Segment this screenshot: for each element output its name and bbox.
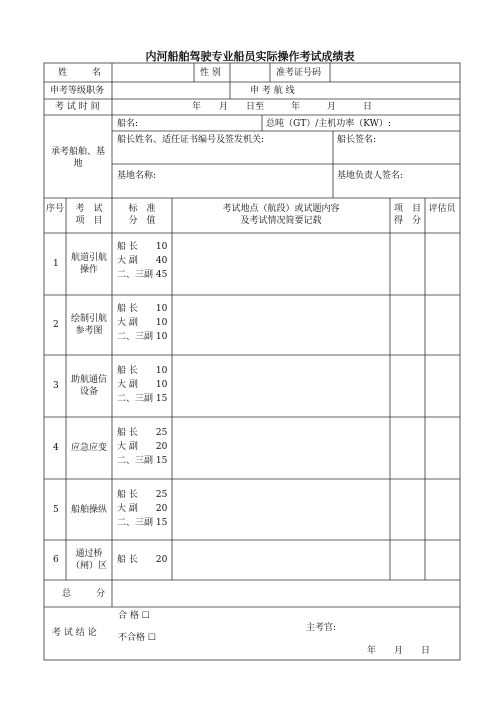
pass-checkbox[interactable]: 合 格 ☐: [118, 611, 150, 621]
row-3-score-captain: 船 长 10: [117, 366, 168, 376]
row-1-item: 航道引航操作: [70, 253, 107, 275]
route-label: 申 考 航 线: [250, 86, 295, 96]
tonnage-label: 总吨（GT）/主机功率（KW）:: [266, 119, 391, 129]
exam-date-range: 年 月 日至 年 月 日: [192, 102, 373, 112]
row-2-score-chief-mate: 大 副 10: [117, 318, 168, 328]
exam-time-label: 考 试 时 间: [55, 102, 100, 112]
row-4-item: 应急应变: [70, 443, 107, 453]
row-4-score-mates: 二、三副 15: [117, 456, 168, 466]
row-5-number: 5: [53, 505, 59, 515]
row-2-item: 绘制引航参考图: [70, 314, 107, 336]
captain-info-label: 船长姓名、适任证书编号及签发机关:: [117, 135, 265, 145]
examiner-label: 主考官:: [306, 623, 337, 633]
row-1-number: 1: [53, 259, 59, 269]
row-5-score-captain: 船 长 25: [117, 490, 168, 500]
row-6-item: 通过桥（闸）区: [70, 549, 107, 571]
row-3-number: 3: [53, 381, 59, 391]
column-rater: 评估员: [428, 204, 456, 214]
row-3-score-mates: 二、三副 15: [117, 394, 168, 404]
column-score: 项 目 得 分: [393, 204, 421, 226]
column-standard-score: 标 准 分 值: [128, 204, 156, 226]
conclusion-date: 年 月 日: [367, 646, 431, 656]
row-4-score-chief-mate: 大 副 20: [117, 442, 168, 452]
row-3-score-chief-mate: 大 副 10: [117, 380, 168, 390]
base-sign-label: 基地负责人签名:: [337, 171, 404, 181]
row-1-score-chief-mate: 大 副 40: [117, 256, 168, 266]
row-2-score-captain: 船 长 10: [117, 304, 168, 314]
level-label: 申考等级职务: [50, 86, 105, 96]
row-4-score-captain: 船 长 25: [117, 428, 168, 438]
row-2-number: 2: [53, 320, 59, 330]
ship-section-label: 承考船舶、基地: [50, 147, 105, 169]
total-score-label: 总 分: [62, 589, 114, 599]
row-4-number: 4: [53, 443, 59, 453]
row-2-score-mates: 二、三副 10: [117, 332, 168, 342]
column-seq: 序号: [46, 204, 65, 214]
base-name-label: 基地名称:: [117, 171, 157, 181]
column-content: 考试地点（航段）或试题内容 及考试情况简要记载: [222, 204, 340, 226]
row-5-score-chief-mate: 大 副 20: [117, 504, 168, 514]
column-item: 考 试 项 目: [75, 204, 103, 226]
gender-label: 性 别: [200, 68, 221, 78]
row-5-item: 船舶操纵: [70, 505, 107, 515]
row-1-score-captain: 船 长 10: [117, 242, 168, 252]
row-5-score-mates: 二、三副 15: [117, 518, 168, 528]
exam-number-label: 准考证号码: [276, 68, 322, 78]
row-6-number: 6: [53, 555, 59, 565]
row-3-item: 助航通信设备: [70, 375, 107, 397]
page-title: 内河船舶驾驶专业船员实际操作考试成绩表: [145, 50, 355, 63]
fail-checkbox[interactable]: 不合格 ☐: [118, 633, 156, 643]
conclusion-label: 考 试 结 论: [52, 628, 97, 638]
row-1-score-mates: 二、三副 45: [117, 270, 168, 280]
ship-name-label: 船名:: [117, 119, 139, 129]
name-label: 姓 名: [58, 68, 110, 78]
row-6-score-captain: 船 长 20: [117, 555, 168, 565]
captain-sign-label: 船长签名:: [337, 135, 377, 145]
